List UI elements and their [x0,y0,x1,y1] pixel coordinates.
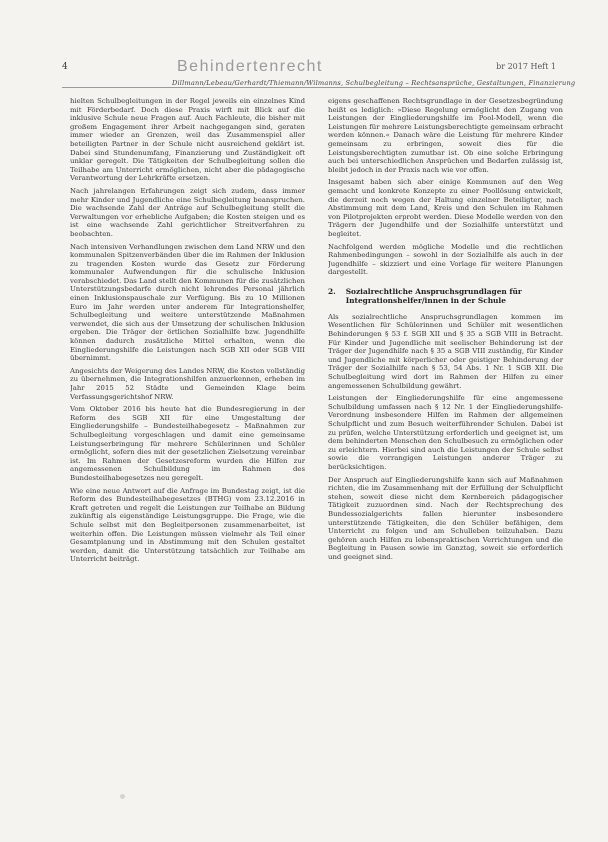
section-number: 2. [328,286,336,296]
header-rule [62,87,556,88]
paragraph: Insgesamt haben sich aber einige Kommunen auf den Weg gemacht und konkrete Konzepte zu einer Poollösung entwickelt, die derzeit noch wegen der Haltung einzelner Beteiligter, nach Abstimmung mit dem Land, Kreis und den Schulen im Rahmen von Pilotprojekten erprobt werden. Diese Modelle werden von den Trägern der Jugendhilfe und der Sozialhilfe unterstützt und begleitet. [328,178,563,238]
page-header [62,58,576,88]
right-column [328,97,563,797]
paragraph: hielten Schulbegleitungen in der Regel jeweils ein einzelnes Kind mit Förderbedarf. Doch diese Praxis wirft mit Blick auf die inklusive Schule neue Fragen auf. Auch Fachleute, die bisher mit großem Engagement ihrer Arbeit nachgegangen sind, geraten immer wieder an Grenzen, weil das Zusammenspiel aller beteiligten Partner in der Schule nicht ausreichend geklärt ist. Dabei sind Stundenumfang, Finanzierung und Zuständigkeit oft unklar geregelt. Die Tätigkeiten der Schulbegleitung sollen die Teilhabe am Unterricht ermöglichen, nicht aber die pädagogische Verantwortung der Lehrkräfte ersetzen. [70,97,305,183]
paragraph: Der Anspruch auf Eingliederungshilfe kann sich auf Maßnahmen richten, die im Zusammenhang mit der Erfüllung der Schulpflicht stehen, soweit diese nicht dem Kernbereich pädagogischer Tätigkeit zuzuordnen sind. Nach der Rechtsprechung des Bundessozialgerichts fallen hierunter insbesondere unterstützende Tätigkeiten, die den Schüler befähigen, dem Unterricht zu folgen und am Schulleben teilzuhaben. Dazu gehören auch Hilfen zu lebenspraktischen Verrichtungen und die Begleitung in Pausen sowie im Ganztag, soweit sie erforderlich und geeignet sind. [328,475,563,561]
paragraph: Leistungen der Eingliederungshilfe für eine angemessene Schulbildung umfassen nach § 12 Nr. 1 der Eingliederungshilfe-Verordnung insbesondere Hilfen im Rahmen der allgemeinen Schulpflicht und zum Besuch weiterführender Schulen. Dabei ist zu prüfen, welche Unterstützung erforderlich und geeignet ist, um dem behinderten Menschen den Schulbesuch zu ermöglichen oder zu erleichtern. Hierbei sind auch die Leistungen der Schule selbst sowie die vorrangigen Leistungen anderer Träger zu berücksichtigen. [328,394,563,471]
page-number: 4 [62,62,68,72]
paragraph: Als sozialrechtliche Anspruchsgrundlagen kommen im Wesentlichen für Schülerinnen und Schüler mit wesentlichen Behinderungen § 53 f. SGB XII und § 35 a SGB VIII in Betracht. Für Kinder und Jugendliche mit seelischer Behinderung ist der Träger der Jugendhilfe nach § 35 a SGB VIII zuständig, für Kinder und Jugendliche mit körperlicher oder geistiger Behinderung der Träger der Sozialhilfe nach § 53, 54 Abs. 1 Nr. 1 SGB XII. Die Schulbegleitung wird dort im Rahmen der Hilfen zu einer angemessenen Schulbildung gewährt. [328,312,563,390]
issue-label: br 2017 Heft 1 [496,62,556,71]
scan-mark [120,794,125,799]
paragraph: eigens geschaffenen Rechtsgrundlage in der Gesetzesbegründung heißt es lediglich: »Diese Regelung ermöglicht den Zugang von Leistungen der Eingliederungshilfe im Pool-Modell, wenn die Leistungen für mehrere Leistungsberechtigte gemeinsam erbracht werden können.« Danach wäre die Leistung für mehrere Kinder gemeinsam zu erbringen, soweit dies für die Leistungsberechtigten zumutbar ist. Ob eine solche Erbringung auch bei unterschiedlichen Ansprüchen und Bedarfen zulässig ist, bleibt jedoch in der Praxis nach wie vor offen. [328,97,563,174]
journal-title: Behindertenrecht [177,58,323,75]
paragraph: Angesichts der Weigerung des Landes NRW, die Kosten vollständig zu übernehmen, die Integrationshilfen anzuerkennen, erheben im Jahr 2015 52 Städte und Gemeinden Klage beim Verfassungsgerichtshof NRW. [70,366,305,401]
paragraph: Wie eine neue Antwort auf die Anfrage im Bundestag zeigt, ist die Reform des Bundesteilhabegesetzes (BTHG) vom 23.12.2016 in Kraft getreten und regelt die Leistungen zur Teilhabe an Bildung zukünftig als eigenständige Leistungsgruppe. Die Frage, wie die Schule selbst mit den Begleitpersonen zusammenarbeitet, ist weiterhin offen. Die Leistungen müssen vielmehr als Teil einer Gesamtplanung und in Abstimmung mit den Schulen gestaltet werden, damit die Unterstützung tatsächlich zur Teilhabe am Unterricht beiträgt. [70,486,305,564]
paragraph: Nach jahrelangen Erfahrungen zeigt sich zudem, dass immer mehr Kinder und Jugendliche eine Schulbegleitung beanspruchen. Die wachsende Zahl der Anträge auf Schulbegleitung stellt die Verwaltungen vor erhebliche Aufgaben; die Kosten steigen und es ist eine wachsende Zahl gerichtlicher Streitverfahren zu beobachten. [70,186,305,238]
running-subtitle: Dillmann/Lebeau/Gerhardt/Thiemann/Wilmanns, Schulbegleitung – Rechtsansprüche, Gestaltungen, Finanzierung [172,79,576,87]
section-heading [328,287,563,305]
paragraph: Nach intensiven Verhandlungen zwischen dem Land NRW und den kommunalen Spitzenverbänden über die im Rahmen der Inklusion zu tragenden Kosten wurde das Gesetz zur Förderung kommunaler Aufwendungen für die schulische Inklusion verabschiedet. Das Land stellt den Kommunen für die zusätzlichen Unterstützungsbedarfe durch nicht lehrendes Personal jährlich einen Inklusionspauschale zur Verfügung. Bis zu 10 Millionen Euro im Jahr werden unter anderem für Integrationshelfer, Schulbegleitung und weitere unterstützende Maßnahmen verwendet, die sich aus der Umsetzung der schulischen Inklusion ergeben. Die Träger der örtlichen Sozialhilfe bzw. Jugendhilfe können dadurch zusätzliche Mittel erhalten, wenn die Eingliederungshilfe die Leistungen nach SGB XII oder SGB VIII übernimmt. [70,242,305,363]
left-column [70,97,305,797]
paragraph: Vom Oktober 2016 bis heute hat die Bundesregierung in der Reform des SGB XII für eine Umgestaltung der Eingliederungshilfe – Bundesteilhabegesetz – Maßnahmen zur Schulbegleitung vorgeschlagen und damit eine gemeinsame Leistungserbringung für mehrere Schülerinnen und Schüler ermöglicht, sofern dies mit der gesetzlichen Zielsetzung vereinbar ist. Im Rahmen der Gesetzesreform wurden die Hilfen zur angemessenen Schulbildung im Rahmen des Bundesteilhabegesetzes neu geregelt. [70,405,305,482]
paragraph: Nachfolgend werden mögliche Modelle und die rechtlichen Rahmenbedingungen – sowohl in der Sozialhilfe als auch in der Jugendhilfe – skizziert und eine Vorlage für weitere Planungen dargestellt. [328,242,563,277]
section-title: Sozialrechtliche Anspruchsgrundlagen für Integrationshelfer/innen in der Schule [345,286,522,305]
